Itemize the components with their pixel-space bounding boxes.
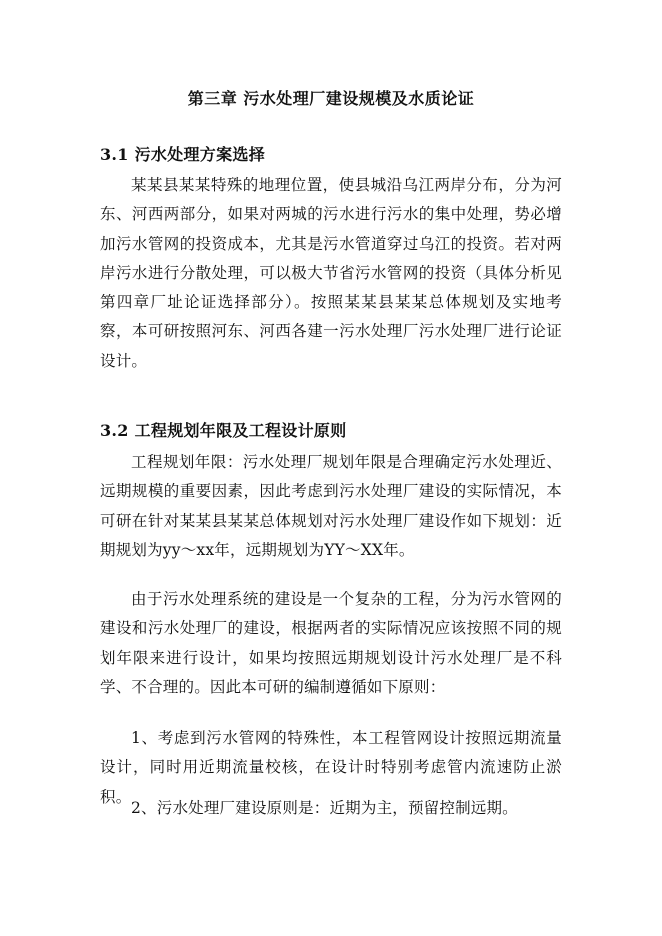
paragraph-planning-years: 工程规划年限：污水处理厂规划年限是合理确定污水处理近、远期规模的重要因素，因此考虑到污水处理厂建设的实际情况，本可研在针对某某县某某总体规划对污水处理厂建设作如下规划：近期规划为yy～xx年，远期规划为YY～XX年。 <box>100 453 562 559</box>
section-heading-3-2: 3.2 工程规划年限及工程设计原则 <box>100 421 347 440</box>
chapter-title: 第三章 污水处理厂建设规模及水质论证 <box>187 89 475 108</box>
list-item-principle-2: 2、污水处理厂建设原则是：近期为主，预留控制远期。 <box>131 799 518 817</box>
section-heading-3-1: 3.1 污水处理方案选择 <box>100 145 266 164</box>
paragraph-design-principles: 由于污水处理系统的建设是一个复杂的工程，分为污水管网的建设和污水处理厂的建设，根据两者的实际情况应该按照不同的规划年限来进行设计，如果均按照远期规划设计污水处理厂是不科学、不合理的。因此本可研的编制遵循如下原则： <box>100 590 562 696</box>
list-item-principle-1: 1、考虑到污水管网的特殊性，本工程管网设计按照远期流量设计，同时用近期流量校核，在设计时特别考虑管内流速防止淤积。 <box>100 729 562 806</box>
paragraph-3-1-body: 某某县某某特殊的地理位置，使县城沿乌江两岸分布，分为河东、河西两部分，如果对两城的污水进行污水的集中处理，势必增加污水管网的投资成本，尤其是污水管道穿过乌江的投资。若对两岸污水进行分散处理，可以极大节省污水管网的投资（具体分析见第四章厂址论证选择部分）。按照某某县某某总体规划及实地考察，本可研按照河东、河西各建一污水处理厂污水处理厂进行论证设计。 <box>100 176 562 370</box>
